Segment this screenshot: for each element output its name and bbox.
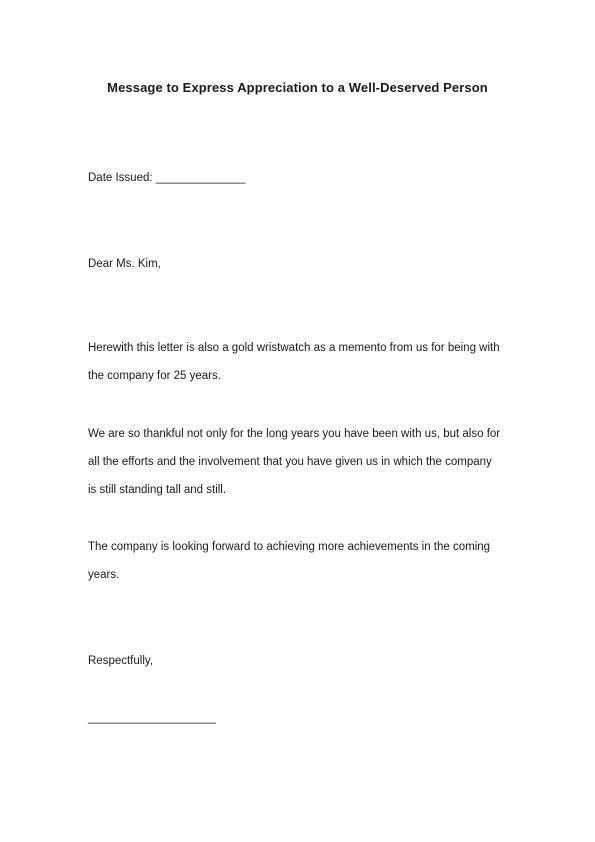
paragraph-1-line-1: Herewith this letter is also a gold wristwatch as a memento from us for being with xyxy=(88,342,500,354)
paragraph-2-line-3: is still standing tall and still. xyxy=(88,484,227,496)
paragraph-1-line-2: the company for 25 years. xyxy=(88,370,221,382)
salutation: Dear Ms. Kim, xyxy=(88,258,161,270)
date-issued-label: Date Issued: xyxy=(88,172,153,184)
date-issued-row xyxy=(88,172,245,184)
paragraph-2-line-2: all the efforts and the involvement that you have given us in which the company xyxy=(88,456,492,468)
paragraph-3-line-1: The company is looking forward to achieving more achievements in the coming xyxy=(88,541,491,553)
paragraph-3-line-2: years. xyxy=(88,569,120,581)
closing: Respectfully, xyxy=(88,655,153,667)
signature-blank: ____________________ xyxy=(88,712,216,724)
paragraph-2-line-1: We are so thankful not only for the long years you have been with us, but also for xyxy=(88,428,501,440)
letter-title: Message to Express Appreciation to a Well-Deserved Person xyxy=(107,80,488,95)
date-issued-blank: ______________ xyxy=(155,172,246,184)
